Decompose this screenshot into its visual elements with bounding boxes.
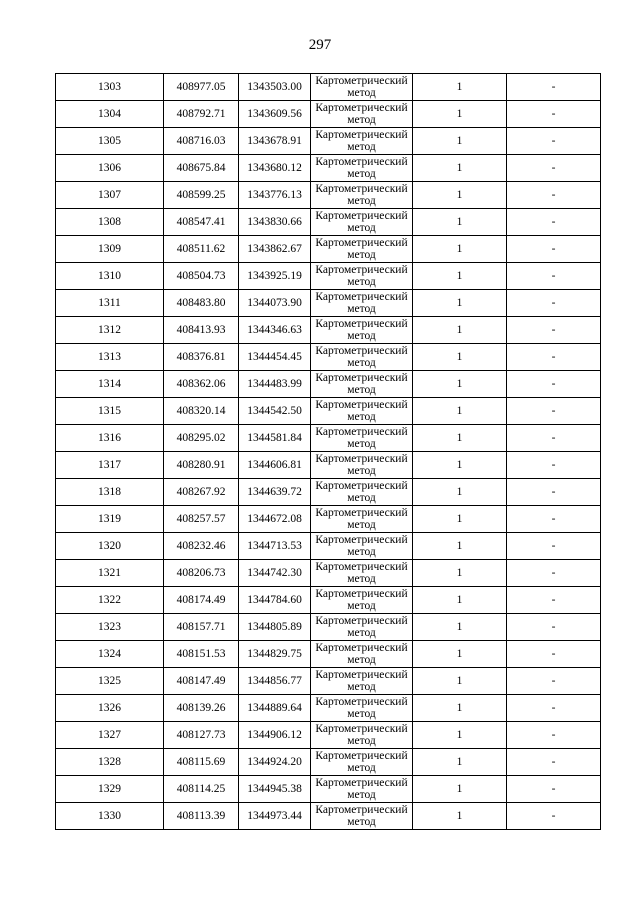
point-number-cell: 1323 [56,614,164,641]
point-number-cell: 1308 [56,209,164,236]
method-cell: Картометрический метод [311,290,413,317]
y-coordinate-cell: 1344829.75 [239,641,311,668]
note-cell: - [507,371,601,398]
note-cell: - [507,344,601,371]
y-coordinate-cell: 1343678.91 [239,128,311,155]
point-number-cell: 1304 [56,101,164,128]
method-cell: Картометрический метод [311,74,413,101]
table-row [56,263,601,290]
count-cell: 1 [413,155,507,182]
point-number-cell: 1326 [56,695,164,722]
x-coordinate-cell: 408157.71 [164,614,239,641]
table-row [56,290,601,317]
count-cell: 1 [413,560,507,587]
method-cell: Картометрический метод [311,506,413,533]
y-coordinate-cell: 1344073.90 [239,290,311,317]
x-coordinate-cell: 408320.14 [164,398,239,425]
x-coordinate-cell: 408511.62 [164,236,239,263]
table-row [56,236,601,263]
method-cell: Картометрический метод [311,560,413,587]
point-number-cell: 1317 [56,452,164,479]
method-cell: Картометрический метод [311,587,413,614]
point-number-cell: 1311 [56,290,164,317]
count-cell: 1 [413,641,507,668]
count-cell: 1 [413,695,507,722]
count-cell: 1 [413,533,507,560]
method-cell: Картометрический метод [311,749,413,776]
table-row [56,641,601,668]
point-number-cell: 1325 [56,668,164,695]
method-cell: Картометрический метод [311,128,413,155]
method-cell: Картометрический метод [311,452,413,479]
table-row [56,101,601,128]
count-cell: 1 [413,236,507,263]
count-cell: 1 [413,776,507,803]
note-cell: - [507,398,601,425]
point-number-cell: 1322 [56,587,164,614]
count-cell: 1 [413,614,507,641]
count-cell: 1 [413,506,507,533]
count-cell: 1 [413,344,507,371]
point-number-cell: 1305 [56,128,164,155]
count-cell: 1 [413,668,507,695]
method-cell: Картометрический метод [311,641,413,668]
x-coordinate-cell: 408295.02 [164,425,239,452]
note-cell: - [507,128,601,155]
point-number-cell: 1314 [56,371,164,398]
note-cell: - [507,749,601,776]
method-cell: Картометрический метод [311,425,413,452]
table-row [56,614,601,641]
x-coordinate-cell: 408257.57 [164,506,239,533]
table-row [56,722,601,749]
point-number-cell: 1309 [56,236,164,263]
table-row [56,128,601,155]
point-number-cell: 1307 [56,182,164,209]
count-cell: 1 [413,587,507,614]
table-row [56,749,601,776]
note-cell: - [507,263,601,290]
method-cell: Картометрический метод [311,803,413,830]
x-coordinate-cell: 408716.03 [164,128,239,155]
note-cell: - [507,668,601,695]
x-coordinate-cell: 408174.49 [164,587,239,614]
y-coordinate-cell: 1344542.50 [239,398,311,425]
table-row [56,668,601,695]
count-cell: 1 [413,74,507,101]
point-number-cell: 1319 [56,506,164,533]
point-number-cell: 1330 [56,803,164,830]
method-cell: Картометрический метод [311,371,413,398]
method-cell: Картометрический метод [311,398,413,425]
note-cell: - [507,560,601,587]
note-cell: - [507,722,601,749]
method-cell: Картометрический метод [311,695,413,722]
table-row [56,317,601,344]
x-coordinate-cell: 408675.84 [164,155,239,182]
table-row [56,371,601,398]
y-coordinate-cell: 1344784.60 [239,587,311,614]
x-coordinate-cell: 408127.73 [164,722,239,749]
count-cell: 1 [413,803,507,830]
y-coordinate-cell: 1344945.38 [239,776,311,803]
table-row [56,344,601,371]
table-row [56,209,601,236]
method-cell: Картометрический метод [311,101,413,128]
y-coordinate-cell: 1344924.20 [239,749,311,776]
method-cell: Картометрический метод [311,533,413,560]
table-row [56,182,601,209]
point-number-cell: 1316 [56,425,164,452]
method-cell: Картометрический метод [311,479,413,506]
coordinates-table [55,73,601,830]
coordinates-table-body [56,74,601,830]
note-cell: - [507,587,601,614]
method-cell: Картометрический метод [311,776,413,803]
note-cell: - [507,452,601,479]
y-coordinate-cell: 1344742.30 [239,560,311,587]
point-number-cell: 1315 [56,398,164,425]
note-cell: - [507,479,601,506]
count-cell: 1 [413,479,507,506]
table-row [56,425,601,452]
y-coordinate-cell: 1343925.19 [239,263,311,290]
method-cell: Картометрический метод [311,236,413,263]
y-coordinate-cell: 1344454.45 [239,344,311,371]
x-coordinate-cell: 408206.73 [164,560,239,587]
y-coordinate-cell: 1344581.84 [239,425,311,452]
x-coordinate-cell: 408232.46 [164,533,239,560]
method-cell: Картометрический метод [311,614,413,641]
method-cell: Картометрический метод [311,344,413,371]
count-cell: 1 [413,101,507,128]
x-coordinate-cell: 408267.92 [164,479,239,506]
x-coordinate-cell: 408547.41 [164,209,239,236]
note-cell: - [507,101,601,128]
count-cell: 1 [413,263,507,290]
count-cell: 1 [413,749,507,776]
x-coordinate-cell: 408599.25 [164,182,239,209]
note-cell: - [507,236,601,263]
x-coordinate-cell: 408139.26 [164,695,239,722]
y-coordinate-cell: 1344856.77 [239,668,311,695]
table-row [56,452,601,479]
point-number-cell: 1303 [56,74,164,101]
y-coordinate-cell: 1344713.53 [239,533,311,560]
x-coordinate-cell: 408413.93 [164,317,239,344]
table-row [56,398,601,425]
y-coordinate-cell: 1344672.08 [239,506,311,533]
note-cell: - [507,290,601,317]
table-row [56,533,601,560]
method-cell: Картометрический метод [311,317,413,344]
note-cell: - [507,695,601,722]
point-number-cell: 1306 [56,155,164,182]
x-coordinate-cell: 408147.49 [164,668,239,695]
note-cell: - [507,74,601,101]
x-coordinate-cell: 408115.69 [164,749,239,776]
x-coordinate-cell: 408977.05 [164,74,239,101]
y-coordinate-cell: 1344606.81 [239,452,311,479]
x-coordinate-cell: 408151.53 [164,641,239,668]
note-cell: - [507,803,601,830]
table-row [56,155,601,182]
y-coordinate-cell: 1344906.12 [239,722,311,749]
x-coordinate-cell: 408504.73 [164,263,239,290]
note-cell: - [507,209,601,236]
count-cell: 1 [413,398,507,425]
table-row [56,506,601,533]
x-coordinate-cell: 408376.81 [164,344,239,371]
y-coordinate-cell: 1344973.44 [239,803,311,830]
table-row [56,803,601,830]
point-number-cell: 1318 [56,479,164,506]
x-coordinate-cell: 408792.71 [164,101,239,128]
point-number-cell: 1320 [56,533,164,560]
count-cell: 1 [413,371,507,398]
x-coordinate-cell: 408483.80 [164,290,239,317]
y-coordinate-cell: 1343862.67 [239,236,311,263]
count-cell: 1 [413,722,507,749]
x-coordinate-cell: 408114.25 [164,776,239,803]
y-coordinate-cell: 1343503.00 [239,74,311,101]
note-cell: - [507,182,601,209]
table-row [56,560,601,587]
point-number-cell: 1312 [56,317,164,344]
y-coordinate-cell: 1344889.64 [239,695,311,722]
y-coordinate-cell: 1343680.12 [239,155,311,182]
note-cell: - [507,425,601,452]
count-cell: 1 [413,317,507,344]
note-cell: - [507,614,601,641]
note-cell: - [507,641,601,668]
point-number-cell: 1310 [56,263,164,290]
y-coordinate-cell: 1343830.66 [239,209,311,236]
point-number-cell: 1329 [56,776,164,803]
point-number-cell: 1324 [56,641,164,668]
note-cell: - [507,533,601,560]
count-cell: 1 [413,290,507,317]
count-cell: 1 [413,128,507,155]
y-coordinate-cell: 1344483.99 [239,371,311,398]
method-cell: Картометрический метод [311,263,413,290]
y-coordinate-cell: 1343609.56 [239,101,311,128]
point-number-cell: 1327 [56,722,164,749]
note-cell: - [507,317,601,344]
method-cell: Картометрический метод [311,209,413,236]
table-row [56,74,601,101]
x-coordinate-cell: 408113.39 [164,803,239,830]
method-cell: Картометрический метод [311,155,413,182]
count-cell: 1 [413,182,507,209]
note-cell: - [507,155,601,182]
table-row [56,776,601,803]
x-coordinate-cell: 408280.91 [164,452,239,479]
note-cell: - [507,776,601,803]
count-cell: 1 [413,209,507,236]
y-coordinate-cell: 1343776.13 [239,182,311,209]
y-coordinate-cell: 1344639.72 [239,479,311,506]
y-coordinate-cell: 1344346.63 [239,317,311,344]
method-cell: Картометрический метод [311,722,413,749]
table-row [56,695,601,722]
note-cell: - [507,506,601,533]
point-number-cell: 1313 [56,344,164,371]
page-number: 297 [308,37,332,53]
y-coordinate-cell: 1344805.89 [239,614,311,641]
method-cell: Картометрический метод [311,182,413,209]
point-number-cell: 1328 [56,749,164,776]
x-coordinate-cell: 408362.06 [164,371,239,398]
method-cell: Картометрический метод [311,668,413,695]
table-row [56,587,601,614]
count-cell: 1 [413,452,507,479]
table-row [56,479,601,506]
point-number-cell: 1321 [56,560,164,587]
count-cell: 1 [413,425,507,452]
